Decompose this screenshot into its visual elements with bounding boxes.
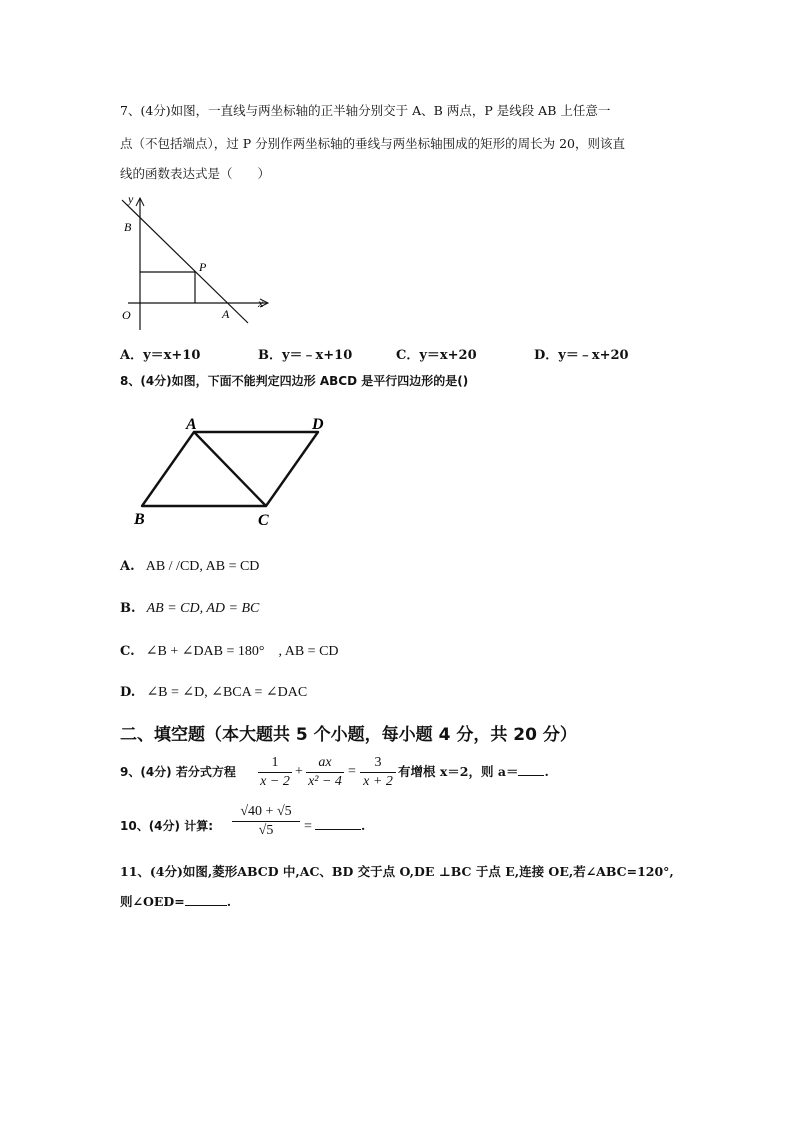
q10-denominator: √5	[258, 823, 274, 838]
q8-option-d-label: D.	[120, 685, 136, 700]
q7-option-c[interactable]: C．y＝x+20	[396, 348, 477, 363]
q11-stem-line2: 则∠OED=	[120, 894, 185, 909]
q8-option-a-label: A.	[120, 559, 135, 574]
q10-prefix: 10、(4分) 计算:	[120, 819, 213, 833]
q11-answer-blank[interactable]	[185, 905, 227, 906]
q9-f2-denominator: x² − 4	[308, 774, 342, 789]
label-p: P	[199, 260, 207, 274]
q8-option-c-text: ∠B + ∠DAB = 180° , AB = CD	[145, 644, 339, 659]
q9-f1-denominator: x − 2	[260, 774, 290, 789]
line-ab	[122, 200, 248, 323]
q9-f2-numerator: ax	[318, 755, 332, 770]
q9-f1-numerator: 1	[271, 755, 279, 770]
q7-option-d[interactable]: D．y＝﹣x+20	[534, 348, 629, 363]
q7-option-b[interactable]: B．y＝﹣x+10	[258, 348, 353, 363]
label-y: y	[128, 192, 134, 206]
q8-option-d[interactable]	[120, 681, 307, 701]
label-o: O	[122, 308, 131, 322]
q7-stem-line3: 线的函数表达式是（ ）	[120, 166, 271, 181]
q9-fraction-1	[258, 755, 292, 790]
q8-option-b-text: AB = CD, AD = BC	[146, 601, 260, 616]
q9-prefix: 9、(4分) 若分式方程	[120, 765, 236, 779]
label-a: A	[222, 307, 230, 321]
diagonal-ac	[194, 432, 266, 506]
label-a: A	[186, 416, 197, 433]
q10-equals: =	[304, 819, 312, 834]
q9-fraction-2	[306, 755, 344, 790]
q10-end: .	[361, 819, 365, 834]
q7-stem-line1: 7、(4分)如图，一直线与两坐标轴的正半轴分别交于 A、B 两点，P 是线段 AB 上任意一	[120, 103, 611, 118]
label-x: x	[258, 296, 264, 310]
q9-f3-denominator: x + 2	[363, 774, 393, 789]
q8-option-b[interactable]	[120, 597, 259, 617]
q8-option-b-label: B.	[120, 601, 136, 616]
q9-answer-blank[interactable]	[518, 775, 544, 776]
q8-figure	[128, 408, 348, 533]
q9-f3-numerator: 3	[374, 755, 382, 770]
q8-option-a-text: AB / /CD, AB = CD	[145, 559, 260, 574]
q8-option-c[interactable]	[120, 640, 339, 660]
q7-option-a[interactable]: A．y＝x+10	[120, 348, 201, 363]
q8-option-c-label: C.	[120, 644, 135, 659]
q9-plus: +	[295, 764, 303, 779]
rectangle-op	[140, 272, 195, 303]
q11-end: .	[226, 894, 232, 909]
q10-fraction	[232, 804, 300, 839]
q9-fraction-3	[360, 755, 396, 790]
q9-suffix: 有增根 x＝2，则 a＝	[398, 764, 519, 779]
label-c: C	[258, 512, 269, 529]
q7-figure	[118, 190, 278, 340]
q10-numerator: √40 + √5	[240, 804, 292, 819]
label-b: B	[124, 220, 132, 234]
q9-end: .	[544, 764, 549, 779]
q8-option-a[interactable]	[120, 555, 259, 575]
section-title: 二、填空题（本大题共 5 个小题，每小题 4 分，共 20 分）	[120, 725, 577, 745]
q7-stem-line2: 点（不包括端点），过 P 分别作两坐标轴的垂线与两坐标轴围成的矩形的周长为 20，则该直	[120, 136, 625, 151]
q8-stem: 8、(4分)如图，下面不能判定四边形 ABCD 是平行四边形的是()	[120, 374, 469, 388]
label-b: B	[134, 511, 145, 528]
q10-answer-blank[interactable]	[315, 815, 361, 830]
label-d: D	[312, 416, 324, 433]
q9-equals: =	[348, 764, 356, 779]
q11-stem-line1: 11、(4分)如图,菱形ABCD 中,AC、BD 交于点 O,DE ⊥BC 于点 E,连接 OE,若∠ABC=120°,	[120, 864, 674, 879]
q8-option-d-text: ∠B = ∠D, ∠BCA = ∠DAC	[146, 685, 308, 700]
